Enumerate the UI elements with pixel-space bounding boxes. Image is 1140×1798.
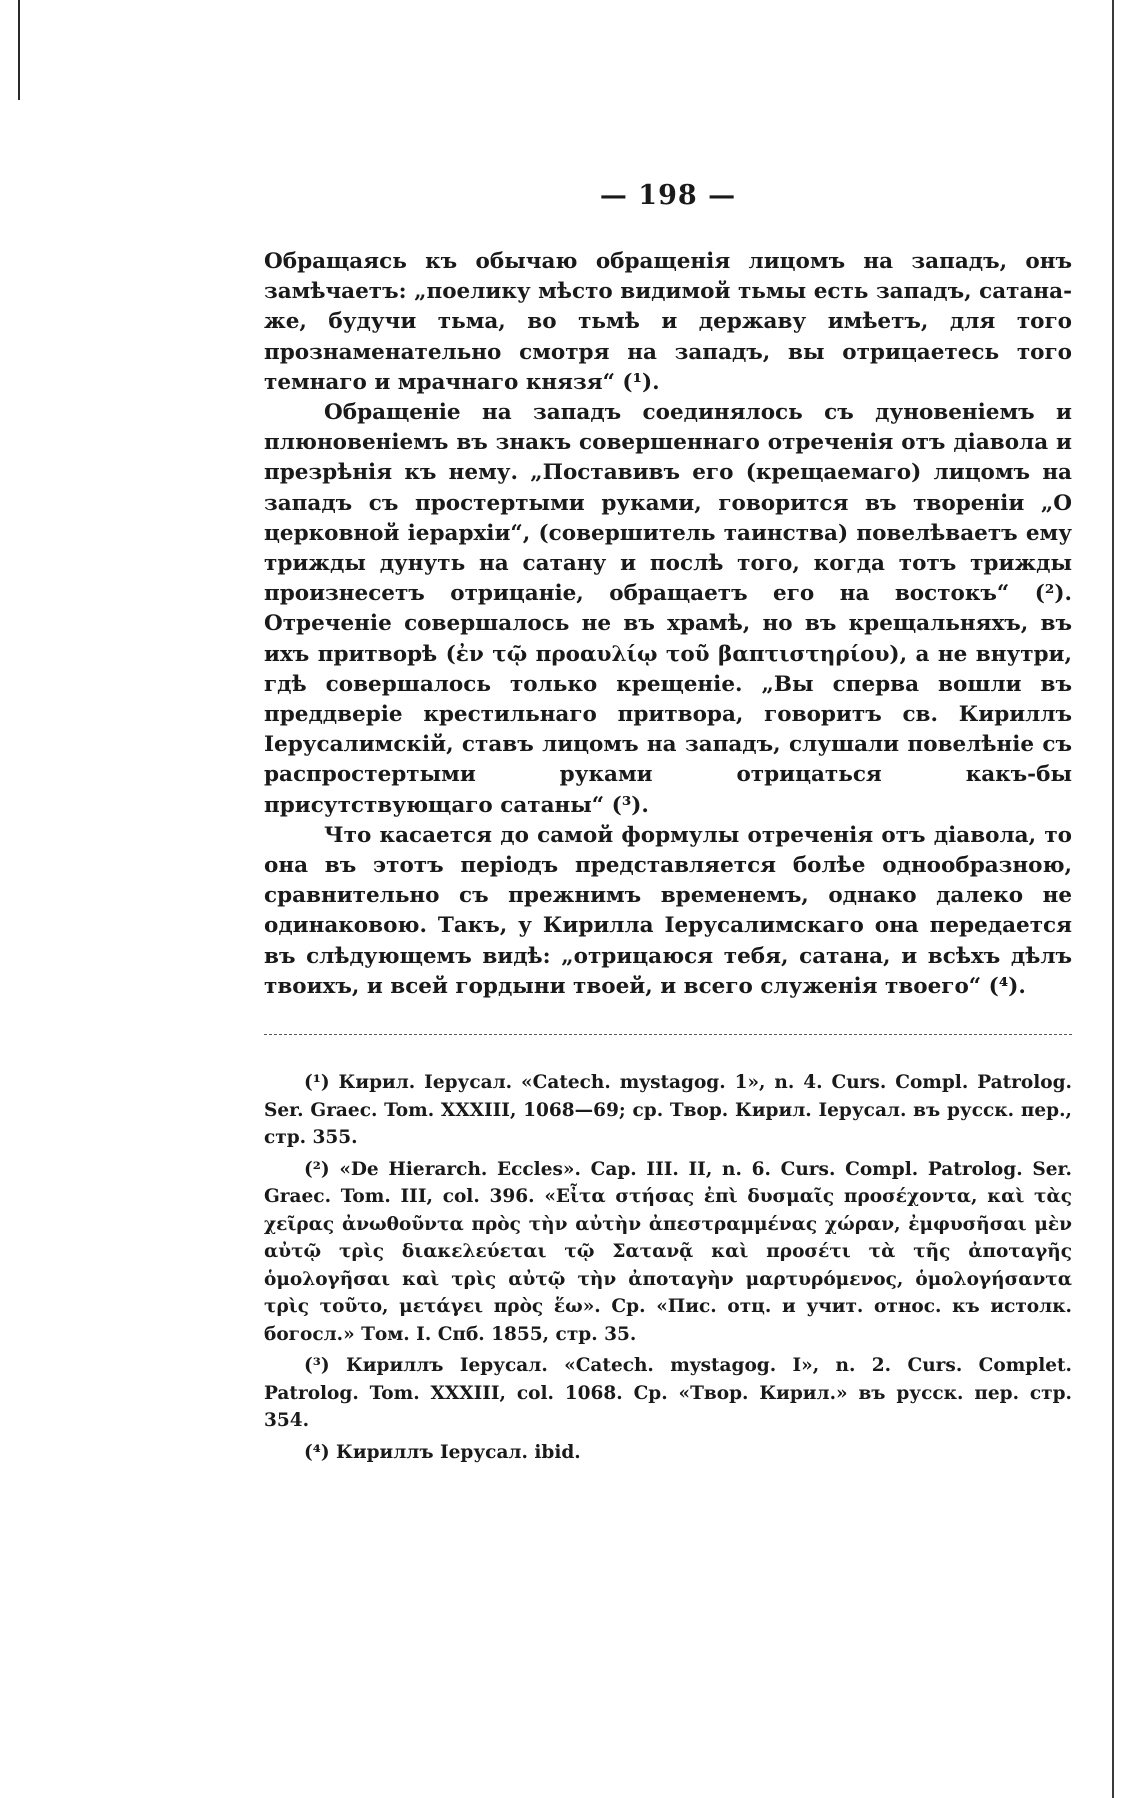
footnote-3: (³) Кириллъ Іерусал. «Catech. mystagog. I», n. 2. Curs. Complet. Patrolog. Tom. XXXIII, col. 1068. Ср. «Твор. Кирил.» въ русск. пер. стр. 354. <box>264 1355 1072 1432</box>
footnote-separator <box>264 1034 1072 1035</box>
paragraph-2: Обращеніе на западъ соединялось съ дуновеніемъ и плюновеніемъ въ знакъ совершеннаго отреченія отъ діавола и презрѣнія къ нему. „Поставивъ его (крещаемаго) лицомъ на западъ съ простертыми руками, говорится въ твореніи „О церковной іерархіи“, (совершитель таинства) повелѣваетъ ему трижды дунуть на сатану и послѣ того, когда тотъ трижды произнесетъ отрицаніе, обращаетъ его на востокъ“ (²). Отреченіе совершалось не въ храмѣ, но въ крещальняхъ, въ ихъ притворѣ (ἐν τῷ προαυλίῳ τοῦ βαπτιστηρίου), а не внутри, гдѣ совершалось только крещеніе. „Вы сперва вошли въ преддверіе крестильнаго притвора, говоритъ св. Кириллъ Іерусалимскій, ставъ лицомъ на западъ, слушали повелѣніе съ распростертыми руками отрицаться какъ-бы присутствующаго сатаны“ (³). <box>264 400 1072 818</box>
footnote-4: (⁴) Кириллъ Іерусал. ibid. <box>304 1441 581 1463</box>
footnote-2: (²) «De Hierarch. Eccles». Cap. III. II, n. 6. Curs. Compl. Patrolog. Ser. Graec. Tom. III, col. 396. «Εἶτα στήσας ἐπὶ δυσμαῖς προσέχοντα, καὶ τὰς χεῖρας ἀνωθοῦντα πρὸς τὴν αὐτὴν ἀπεστραμμένας χώραν, ἐμφυσῆσαι μὲν αὐτῷ τρὶς διακελεύεται τῷ Σατανᾷ καὶ προσέτι τὰ τῆς ἀποταγῆς ὁμολογῆσαι καὶ τρὶς αὐτῷ τὴν ἀποταγὴν μαρτυρόμενος, ὁμολογήσαντα τρὶς τοῦτο, μετάγει πρὸς ἕω». Ср. «Пис. отц. и учит. относ. къ истолк. богосл.» Том. I. Спб. 1855, стр. 35. <box>264 1158 1072 1345</box>
paragraph-3: Что касается до самой формулы отреченія отъ діавола, то она въ этотъ періодъ представляется болѣе однообразною, сравнительно съ прежнимъ временемъ, однако далеко не одинаковою. Такъ, у Кирилла Іерусалимскаго она передается въ слѣдующемъ видѣ: „отрицаюся тебя, сатана, и всѣхъ дѣлъ твоихъ, и всей гордыни твоей, и всего служенія твоего“ (⁴). <box>264 822 1072 999</box>
footnote-1: (¹) Кирил. Іерусал. «Catech. mystagog. 1», n. 4. Curs. Compl. Patrolog. Ser. Graec. Tom. XXXIII, 1068—69; ср. Твор. Кирил. Іерусал. въ русск. пер., стр. 355. <box>264 1072 1072 1149</box>
body-text <box>264 247 1072 1002</box>
paragraph-1: Обращаясь къ обычаю обращенія лицомъ на западъ, онъ замѣчаетъ: „поелику мѣсто видимой тьмы есть западъ, сатана-же, будучи тьма, во тьмѣ и державу имѣетъ, для того прознаменательно смотря на западъ, вы отрицаетесь того темнаго и мрачнаго князя“ (¹). <box>264 249 1072 395</box>
footnotes <box>264 1069 1072 1466</box>
left-margin-rule <box>18 0 20 100</box>
page-number: — 198 — <box>599 180 737 211</box>
page-content <box>264 180 1072 1470</box>
right-margin-rule <box>1112 0 1114 1798</box>
